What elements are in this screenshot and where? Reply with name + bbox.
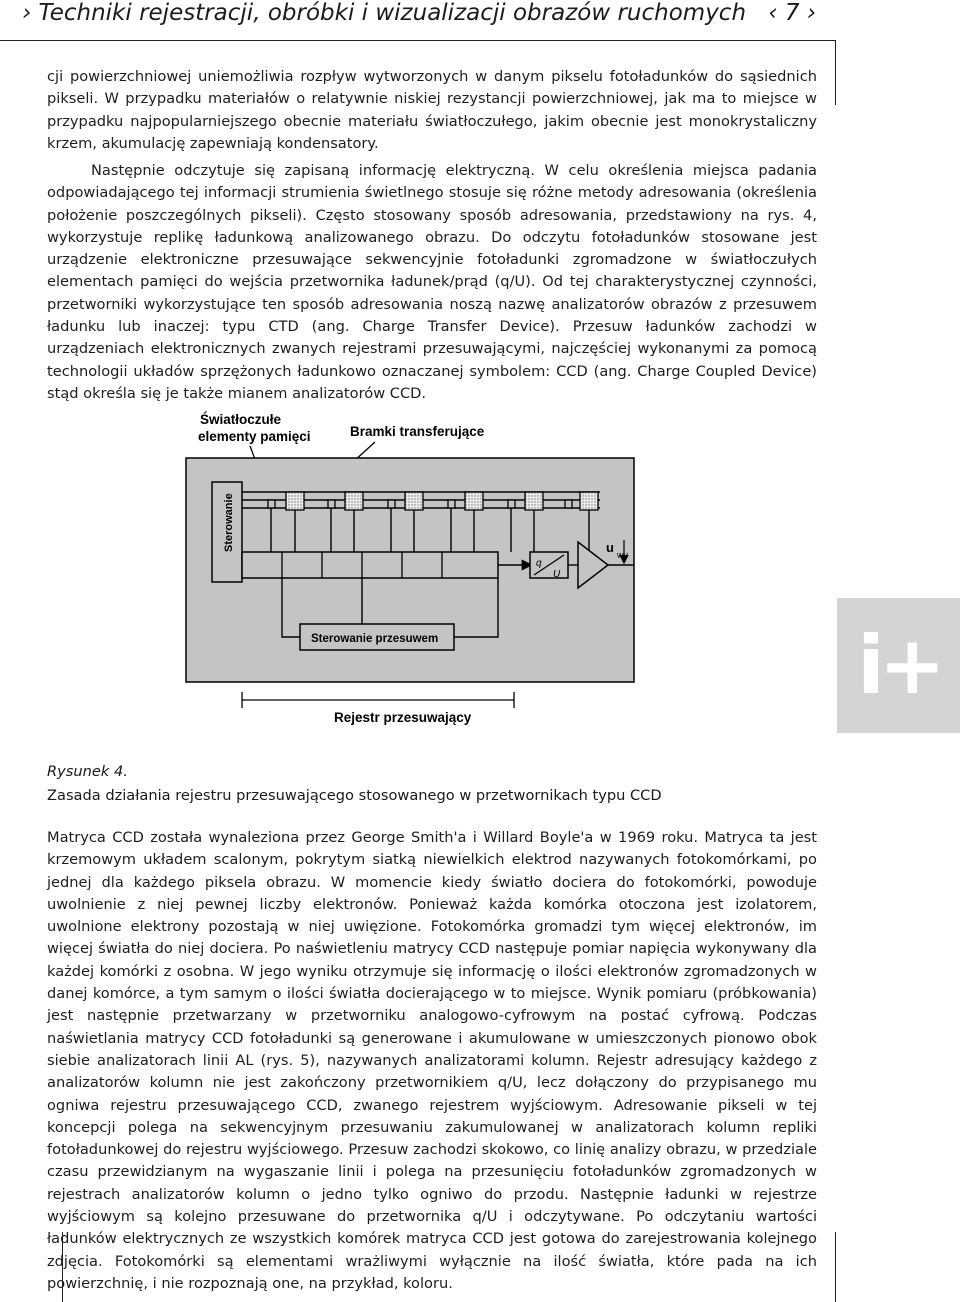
memory-cell <box>465 492 483 510</box>
control-label: Sterowanie <box>223 493 235 552</box>
paragraph-2-text: Następnie odczytuje się zapisaną informację elektryczną. W celu określenia miejsca padania odpowiadającego tej informacji strumienia świetlnego stosuje się różne metody adresowania (określenia położenie poszczególnych pikseli). Często stosowany sposób adresowania, przedstawiony na rys. 4, wykorzystuje replikę ładunkową analizowanego obrazu. Do odczytu fotoładunków stosowane jest urządzenie elektroniczne przesuwające sekwencyjnie fotoładunki zgromadzone w światłoczułych elementach pamięci do wejścia przetwornika ładunek/prąd (q/U). Od tej charakterystycznej czynności, przetworniki wykorzystujące ten sposób adresowania noszą nazwę analizatorów obrazów z przesuwem ładunku lub inaczej: typu CTD (ang. Charge Transfer Device). Przesuw ładunków zachodzi w urządzeniach elektronicznych zwanych rejestrami przesuwającymi, najczęściej wykonanymi za pomocą technologii układów sprzężonych ładunkowo oznaczanej symbolem: CCD (ang. Charge Coupled Device) stąd określa się je także mianem analizatorów CCD. <box>47 162 817 402</box>
ccd-shift-register-diagram <box>180 402 640 732</box>
label-photosensitive-1: Światłoczułe <box>200 412 282 427</box>
output-voltage-sub: wy <box>617 550 628 560</box>
caption-label: Rysunek 4. <box>47 763 128 780</box>
side-badge <box>837 598 960 733</box>
converter-q: q <box>536 558 542 569</box>
paragraph-2 <box>47 160 817 405</box>
label-transfer-gates: Bramki transferujące <box>350 424 485 439</box>
shift-control-label: Sterowanie przesuwem <box>311 633 439 645</box>
side-badge-text: i+ <box>857 619 940 712</box>
output-voltage-u: u <box>606 540 614 555</box>
paragraph-3 <box>47 827 817 1295</box>
page-number: ‹ 7 › <box>768 0 816 26</box>
converter-u: U <box>553 569 561 580</box>
register-label: Rejestr przesuwający <box>334 710 472 725</box>
paragraph-1-text: cji powierzchniowej uniemożliwia rozpływ wytworzonych w danym pikselu fotoładunków do sąsiednich pikseli. W przypadku materiałów o relatywnie niskiej rezystancji powierzchniowej, jak ma to miejsce w przypadku najpopularniejszego obecnie materiału światłoczułego, jakim obecnie jest monokrystaliczny krzem, akumulację zapewniają kondensatory. <box>47 68 817 152</box>
paragraph-3-text: Matryca CCD została wynaleziona przez George Smith'a i Willard Boyle'a w 1969 roku. Matryca ta jest krzemowym układem scalonym, pokrytym siatką niewielkich elektrod nazywanych fotokomórkami, po jednej dla każdego piksela obrazu. W momencie kiedy światło dociera do fotokomórki, powoduje uwolnienie z niej pewnej liczby elektronów. Ponieważ każda komórka otoczona jest izolatorem, uwolnione elektrony pozostają w niej uwięzione. Fotokomórka gromadzi tym więcej elektronów, im więcej światła do niej dociera. Po naświetleniu matrycy CCD następuje pomiar napięcia wykonywany dla każdej komórki z osobna. W jego wyniku otrzymuje się informację o ilości elektronów zgromadzonych w danej komórce, a tym samym o ilości światła docierającego w to miejsce. Wynik pomiaru (próbkowania) jest następnie przetwarzany w przetworniku analogowo-cyfrowym na postać cyfrową. Podczas naświetlania matrycy CCD fotoładunki są generowane i akumulowane w umieszczonych pionowo obok siebie analizatorach linii AL (rys. 5), nazywanych analizatorami kolumn. Rejestr adresujący każdego z analizatorów kolumn nie jest zakończony przetwornikiem q/U, lecz dołączony do przypisanego mu ogniwa rejestru przesuwającego CCD, zwanego rejestrem wyjściowym. Adresowanie pikseli w tej koncepcji polega na sekwencyjnym przesuwaniu zakumulowanej w analizatorach kolumn repliki fotoładunkowej do rejestru wyjściowego. Przesuw zachodzi skokowo, co linię analizy obrazu, w przedziale czasu przewidzianym na wygaszanie linii i polega na przesunięciu fotoładunków zgromadzonych w rejestrach analizatorów kolumn o jedno tylko ogniwo do przodu. Następnie ładunki w rejestrze wyjściowym są kolejno przesuwane do przetwornika q/U i odczytywane. Po odczytaniu wartości ładunków elektrycznych ze wszystkich komórek matryca CCD jest gotowa do zarejestrowania kolejnego zdjęcia. Fotokomórki są elementami wrażliwymi wyłącznie na ilość światła, które pada na ich powierzchnię, i nie rozpoznają one, na przykład, koloru. <box>47 829 817 1292</box>
label-photosensitive-2: elementy pamięci <box>198 429 311 444</box>
shift-register-block <box>242 552 498 578</box>
paragraph-1 <box>47 66 817 155</box>
header-title: › Techniki rejestracji, obróbki i wizualizacji obrazów ruchomych <box>22 0 747 26</box>
memory-cell <box>345 492 363 510</box>
margin-rule-bottom-right <box>835 1232 836 1302</box>
caption-text: Zasada działania rejestru przesuwającego stosowanego w przetwornikach typu CCD <box>47 787 662 804</box>
memory-cell <box>525 492 543 510</box>
memory-cell <box>580 492 598 510</box>
memory-cell <box>286 492 304 510</box>
running-header <box>0 0 836 41</box>
memory-cell <box>405 492 423 510</box>
margin-rule-top <box>835 40 836 105</box>
figure-caption <box>47 760 662 808</box>
